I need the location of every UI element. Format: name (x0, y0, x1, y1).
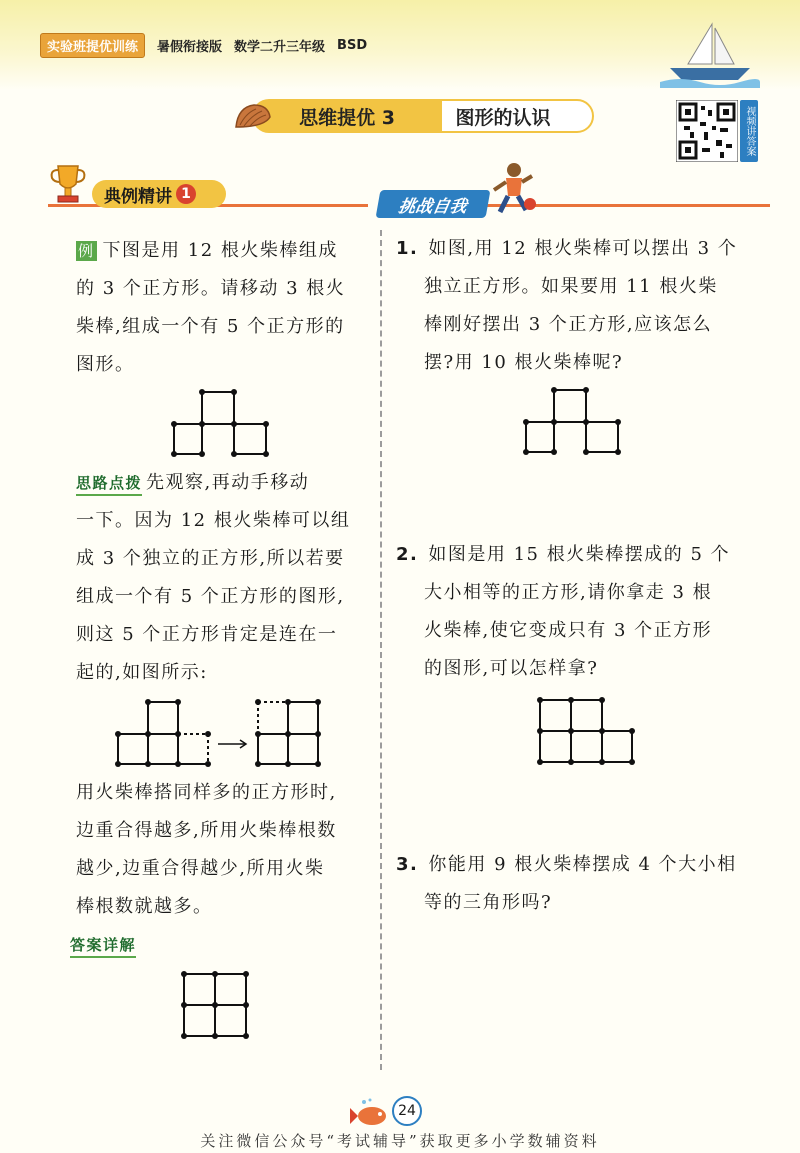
section-title (252, 99, 442, 133)
footer-note: 关注微信公众号“考试辅导”获取更多小学数辅资料 (200, 1132, 600, 1150)
example-heading-text: 典例精讲 (104, 186, 172, 207)
answer-heading (70, 926, 270, 964)
trophy-icon (48, 162, 88, 206)
column-divider (380, 230, 382, 1070)
q3-line: 3. 你能用 9 根火柴棒摆成 4 个大小相 (396, 854, 737, 875)
question-2 (396, 536, 766, 688)
problem-line: 例 下图是用 12 根火柴棒组成 (78, 240, 338, 261)
q2-line: 火柴棒,使它变成只有 3 个正方形 (424, 620, 713, 641)
conclusion-line: 棒根数就越多。 (76, 896, 213, 917)
sailboat-icon (660, 18, 760, 88)
problem-line: 的 3 个正方形。请移动 3 根火 (76, 278, 346, 299)
figure-transformation (114, 698, 324, 768)
qr-label: 视频讲答案 (740, 100, 758, 162)
q3-line: 等的三角形吗? (424, 892, 553, 913)
qr-code-icon[interactable] (676, 100, 738, 162)
edition: 暑假衔接版 (157, 39, 223, 55)
runner-icon (488, 160, 538, 220)
example-hint (76, 464, 376, 692)
hint-line: 一下。因为 12 根火柴棒可以组 (76, 510, 351, 531)
hint-line: 思路点拨 先观察,再动手移动 (76, 464, 376, 502)
question-3 (396, 846, 766, 922)
example-heading (92, 180, 226, 208)
figure-q2-five-squares (536, 696, 636, 766)
q1-line: 摆?用 10 根火柴棒呢? (424, 352, 624, 373)
q2-line: 的图形,可以怎样拿? (424, 658, 599, 679)
figure-three-squares (170, 388, 270, 458)
page-number: 24 (392, 1096, 422, 1126)
hint-line: 组成一个有 5 个正方形的图形, (76, 586, 345, 607)
section-banner (232, 99, 594, 133)
figure-answer-grid (180, 970, 250, 1040)
answer-label: 答案详解 (70, 934, 136, 958)
challenge-heading-text: 挑战自我 (396, 196, 469, 217)
book-header (40, 34, 367, 56)
conclusion-line: 边重合得越多,所用火柴棒根数 (76, 820, 337, 841)
section-title-text: 思维提优 3 (299, 106, 395, 129)
fish-icon (350, 1098, 394, 1128)
hint-line: 起的,如图所示: (76, 662, 208, 683)
q1-line: 棒刚好摆出 3 个正方形,应该怎么 (424, 314, 713, 335)
example-number-badge: 1 (176, 184, 196, 204)
conclusion-line: 越少,边重合得越少,所用火柴 (76, 858, 325, 879)
q3-number: 3. (396, 854, 419, 875)
problem-line: 图形。 (76, 354, 135, 375)
hint-line: 则这 5 个正方形肯定是连在一 (76, 624, 338, 645)
q2-number: 2. (396, 544, 419, 565)
question-1 (396, 230, 766, 382)
hint-label: 思路点拨 (76, 472, 142, 496)
publisher: BSD (337, 37, 368, 53)
example-tag: 例 (78, 242, 95, 260)
q2-line: 大小相等的正方形,请你拿走 3 根 (424, 582, 713, 603)
subject: 数学二升三年级 (234, 39, 326, 55)
example-problem (76, 232, 376, 384)
q1-line: 独立正方形。如果要用 11 根火柴 (424, 276, 718, 297)
q1-line: 1. 如图,用 12 根火柴棒可以摆出 3 个 (396, 238, 738, 259)
q1-number: 1. (396, 238, 419, 259)
problem-line: 柴棒,组成一个有 5 个正方形的 (76, 316, 345, 337)
conclusion-line: 用火柴棒搭同样多的正方形时, (76, 782, 337, 803)
hint-line: 成 3 个独立的正方形,所以若要 (76, 548, 345, 569)
example-conclusion (76, 774, 376, 926)
challenge-heading (376, 190, 491, 218)
figure-q1-three-squares (522, 386, 622, 456)
section-topic-text: 图形的认识 (455, 106, 551, 129)
shell-icon (232, 101, 272, 133)
series-name: 实验班提优训练 (40, 33, 145, 58)
q2-line: 2. 如图是用 15 根火柴棒摆成的 5 个 (396, 544, 731, 565)
